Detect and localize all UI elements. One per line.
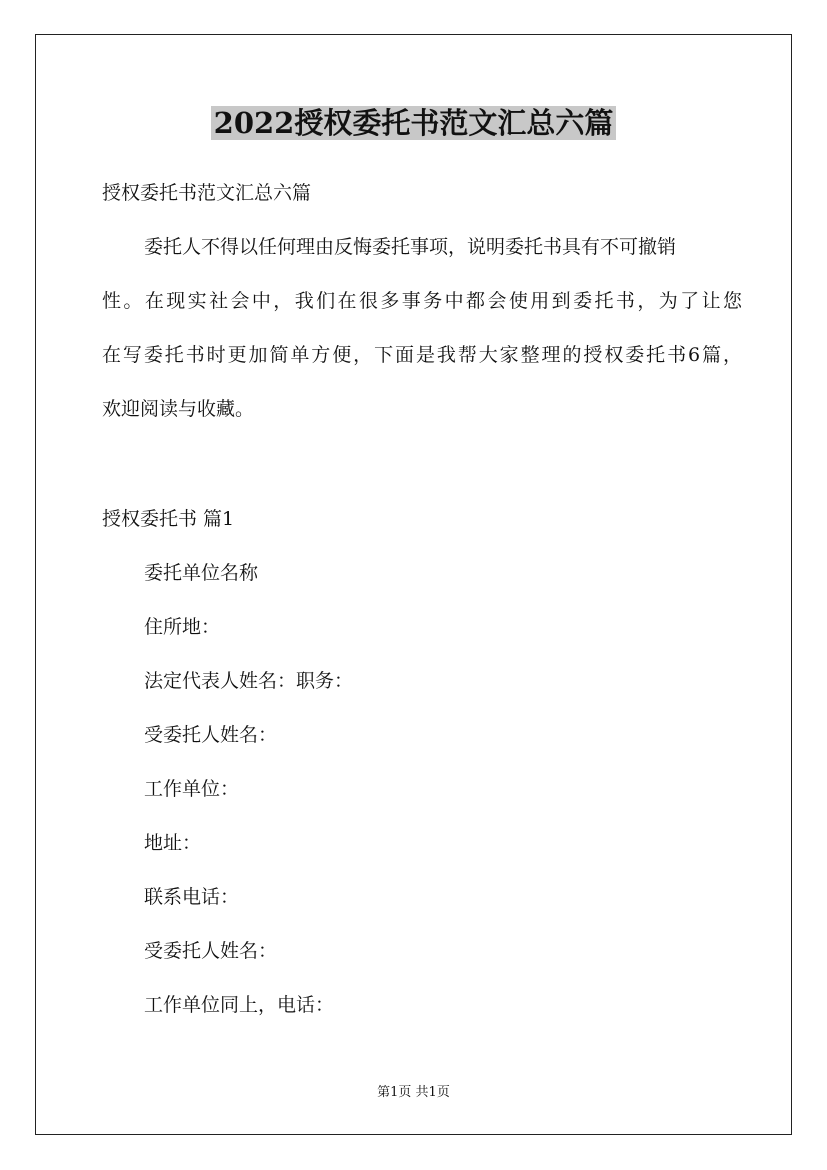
intro-line: 委托人不得以任何理由反悔委托事项，说明委托书具有不可撤销 [144,236,677,258]
intro-line: 性。在现实社会中，我们在很多事务中都会使用到委托书，为了让您 [102,290,742,312]
field-label: 联系电话： [144,886,240,908]
field-label: 工作单位： [144,778,240,800]
page-number-footer: 第1页 共1页 [377,1085,450,1100]
document-subtitle: 授权委托书范文汇总六篇 [102,182,312,204]
section-heading: 授权委托书 篇1 [102,508,235,530]
intro-line: 欢迎阅读与收藏。 [102,398,255,420]
field-label: 地址： [144,832,202,854]
field-label: 工作单位同上，电话： [144,994,335,1016]
document-title [0,104,827,142]
field-label: 受委托人姓名： [144,940,278,962]
field-label: 受委托人姓名： [144,724,278,746]
document-title-text: 2022授权委托书范文汇总六篇 [211,106,617,140]
field-label: 委托单位名称 [144,562,259,584]
intro-line: 在写委托书时更加简单方便，下面是我帮大家整理的授权委托书6篇， [102,344,742,366]
field-label: 法定代表人姓名：职务： [144,670,354,692]
field-label: 住所地： [144,616,221,638]
